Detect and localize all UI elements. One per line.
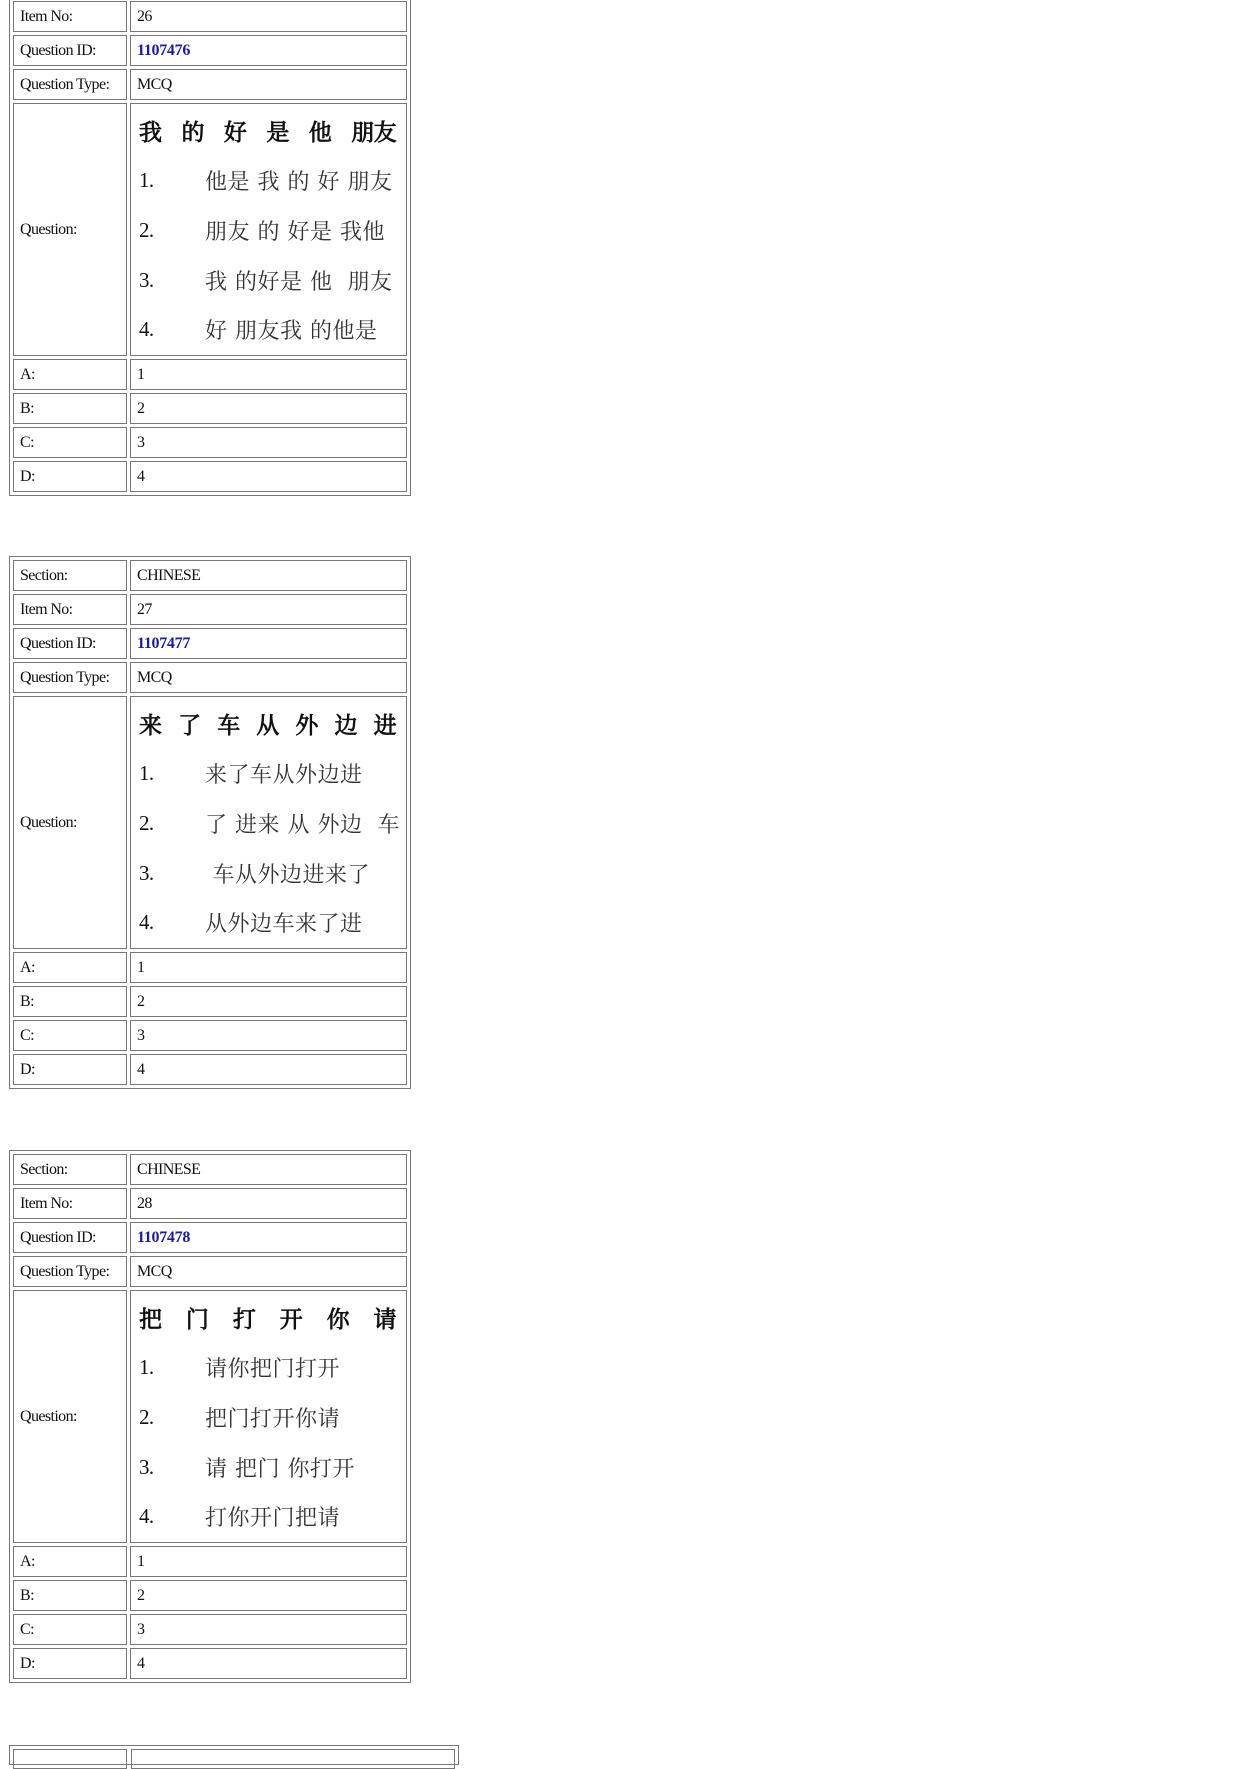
answer-b-value: 2 bbox=[130, 986, 407, 1017]
item-no-row bbox=[13, 1, 407, 32]
option-text: 打你开门把请 bbox=[205, 1506, 341, 1532]
question-content bbox=[130, 103, 407, 356]
question-row bbox=[13, 103, 407, 356]
item-no-row bbox=[13, 594, 407, 625]
prompt-word: 车 bbox=[217, 712, 240, 739]
question-type-value: MCQ bbox=[130, 69, 407, 100]
question-label: Question: bbox=[13, 103, 127, 356]
option-text: 了 进来 从 外边 车 bbox=[205, 812, 400, 838]
question-row bbox=[13, 1290, 407, 1543]
prompt-word: 是 bbox=[266, 119, 289, 146]
question-id-value: 1107478 bbox=[137, 1228, 191, 1246]
answer-c-row bbox=[13, 1020, 407, 1051]
section-row bbox=[13, 1154, 407, 1185]
answer-a-row bbox=[13, 952, 407, 983]
question-type-row bbox=[13, 1256, 407, 1287]
answer-a-label: A: bbox=[13, 1546, 127, 1577]
answer-a-value: 1 bbox=[130, 1546, 407, 1577]
item-no-value: 26 bbox=[130, 1, 407, 32]
question-prompt bbox=[139, 1301, 400, 1334]
answer-a-label: A: bbox=[13, 952, 127, 983]
answer-b-label: B: bbox=[13, 1580, 127, 1611]
question-type-row bbox=[13, 69, 407, 100]
answer-c-value: 3 bbox=[130, 1614, 407, 1645]
partial-value-cell bbox=[131, 1749, 455, 1769]
question-id-row bbox=[13, 1222, 407, 1253]
option-number: 2. bbox=[139, 217, 154, 242]
question-label: Question: bbox=[13, 696, 127, 949]
question-prompt bbox=[139, 707, 400, 740]
option-text: 从外边车来了进 bbox=[205, 912, 363, 938]
question-content bbox=[130, 696, 407, 949]
prompt-word: 朋友 bbox=[351, 119, 396, 146]
option-text: 我 的好是 他 朋友 bbox=[205, 269, 393, 295]
question-card-28 bbox=[9, 1150, 411, 1683]
answer-c-label: C: bbox=[13, 1614, 127, 1645]
option-number: 1. bbox=[139, 761, 154, 786]
option-1 bbox=[139, 1352, 400, 1383]
option-number: 2. bbox=[139, 810, 154, 835]
answer-b-row bbox=[13, 393, 407, 424]
prompt-word: 把 bbox=[139, 1306, 162, 1333]
item-no-label: Item No: bbox=[13, 594, 127, 625]
answer-d-row bbox=[13, 1054, 407, 1085]
answer-b-row bbox=[13, 986, 407, 1017]
answer-d-value: 4 bbox=[130, 1648, 407, 1679]
answer-c-label: C: bbox=[13, 427, 127, 458]
prompt-word: 打 bbox=[232, 1306, 256, 1333]
answer-d-label: D: bbox=[13, 1054, 127, 1085]
option-3 bbox=[139, 858, 400, 889]
question-id-label: Question ID: bbox=[13, 1222, 127, 1253]
answer-a-row bbox=[13, 1546, 407, 1577]
answer-c-row bbox=[13, 1614, 407, 1645]
section-value: CHINESE bbox=[130, 560, 407, 591]
item-no-label: Item No: bbox=[13, 1, 127, 32]
prompt-word: 开 bbox=[279, 1306, 303, 1333]
prompt-word: 请 bbox=[373, 1306, 396, 1333]
answer-c-row bbox=[13, 427, 407, 458]
next-question-card-partial bbox=[9, 1745, 459, 1765]
answer-a-label: A: bbox=[13, 359, 127, 390]
option-number: 3. bbox=[139, 1454, 154, 1479]
question-type-label: Question Type: bbox=[13, 1256, 127, 1287]
option-3 bbox=[139, 265, 400, 296]
option-3 bbox=[139, 1452, 400, 1483]
question-type-value: MCQ bbox=[130, 1256, 407, 1287]
option-text: 把门打开你请 bbox=[205, 1406, 341, 1432]
option-number: 4. bbox=[139, 910, 154, 935]
answer-b-label: B: bbox=[13, 986, 127, 1017]
question-id-cell bbox=[130, 628, 407, 659]
section-value: CHINESE bbox=[130, 1154, 407, 1185]
question-prompt bbox=[139, 114, 400, 147]
question-id-row bbox=[13, 628, 407, 659]
answer-d-row bbox=[13, 461, 407, 492]
option-2 bbox=[139, 1402, 400, 1433]
question-type-label: Question Type: bbox=[13, 69, 127, 100]
answer-d-label: D: bbox=[13, 461, 127, 492]
option-4 bbox=[139, 314, 400, 345]
answer-a-value: 1 bbox=[130, 359, 407, 390]
prompt-word: 来 bbox=[139, 712, 162, 739]
prompt-word: 他 bbox=[308, 119, 332, 146]
item-no-value: 27 bbox=[130, 594, 407, 625]
prompt-word: 你 bbox=[326, 1306, 350, 1333]
question-card-27 bbox=[9, 556, 411, 1089]
question-id-value: 1107477 bbox=[137, 634, 191, 652]
option-text: 车从外边进来了 bbox=[205, 862, 370, 888]
section-row bbox=[13, 560, 407, 591]
prompt-word: 进 bbox=[373, 712, 396, 739]
answer-b-row bbox=[13, 1580, 407, 1611]
answer-c-label: C: bbox=[13, 1020, 127, 1051]
section-label: Section: bbox=[13, 1154, 127, 1185]
answer-a-row bbox=[13, 359, 407, 390]
option-text: 来了车从外边进 bbox=[205, 763, 363, 789]
prompt-word: 外 bbox=[295, 712, 318, 739]
question-card-26 bbox=[9, 0, 411, 496]
option-1 bbox=[139, 165, 400, 196]
option-1 bbox=[139, 758, 400, 789]
answer-d-value: 4 bbox=[130, 1054, 407, 1085]
answer-d-row bbox=[13, 1648, 407, 1679]
question-id-label: Question ID: bbox=[13, 35, 127, 66]
option-number: 2. bbox=[139, 1404, 154, 1429]
question-id-label: Question ID: bbox=[13, 628, 127, 659]
answer-b-value: 2 bbox=[130, 1580, 407, 1611]
prompt-word: 边 bbox=[334, 712, 357, 739]
question-type-label: Question Type: bbox=[13, 662, 127, 693]
item-no-label: Item No: bbox=[13, 1188, 127, 1219]
option-number: 3. bbox=[139, 267, 154, 292]
item-no-row bbox=[13, 1188, 407, 1219]
prompt-word: 从 bbox=[256, 712, 279, 739]
answer-b-value: 2 bbox=[130, 393, 407, 424]
option-number: 4. bbox=[139, 317, 154, 342]
prompt-word: 好 bbox=[223, 119, 247, 146]
prompt-word: 了 bbox=[178, 712, 201, 739]
answer-d-label: D: bbox=[13, 1648, 127, 1679]
item-no-value: 28 bbox=[130, 1188, 407, 1219]
answer-a-value: 1 bbox=[130, 952, 407, 983]
option-text: 他是 我 的 好 朋友 bbox=[205, 170, 393, 196]
question-id-row bbox=[13, 35, 407, 66]
option-2 bbox=[139, 808, 400, 839]
question-id-cell bbox=[130, 1222, 407, 1253]
option-number: 1. bbox=[139, 1355, 154, 1380]
question-id-cell bbox=[130, 35, 407, 66]
partial-label-cell bbox=[13, 1749, 127, 1769]
option-number: 3. bbox=[139, 860, 154, 885]
question-content bbox=[130, 1290, 407, 1543]
question-type-row bbox=[13, 662, 407, 693]
option-text: 请 把门 你打开 bbox=[205, 1456, 355, 1482]
answer-c-value: 3 bbox=[130, 427, 407, 458]
answer-c-value: 3 bbox=[130, 1020, 407, 1051]
option-4 bbox=[139, 907, 400, 938]
answer-b-label: B: bbox=[13, 393, 127, 424]
prompt-word: 的 bbox=[181, 119, 204, 146]
question-id-value: 1107476 bbox=[137, 41, 191, 59]
section-label: Section: bbox=[13, 560, 127, 591]
question-type-value: MCQ bbox=[130, 662, 407, 693]
option-text: 朋友 的 好是 我他 bbox=[205, 219, 385, 245]
question-label: Question: bbox=[13, 1290, 127, 1543]
option-2 bbox=[139, 215, 400, 246]
option-number: 1. bbox=[139, 168, 154, 193]
option-text: 请你把门打开 bbox=[205, 1357, 341, 1383]
prompt-word: 我 bbox=[139, 119, 162, 146]
question-row bbox=[13, 696, 407, 949]
option-number: 4. bbox=[139, 1504, 154, 1529]
option-4 bbox=[139, 1501, 400, 1532]
answer-d-value: 4 bbox=[130, 461, 407, 492]
option-text: 好 朋友我 的他是 bbox=[205, 319, 378, 345]
prompt-word: 门 bbox=[185, 1306, 209, 1333]
